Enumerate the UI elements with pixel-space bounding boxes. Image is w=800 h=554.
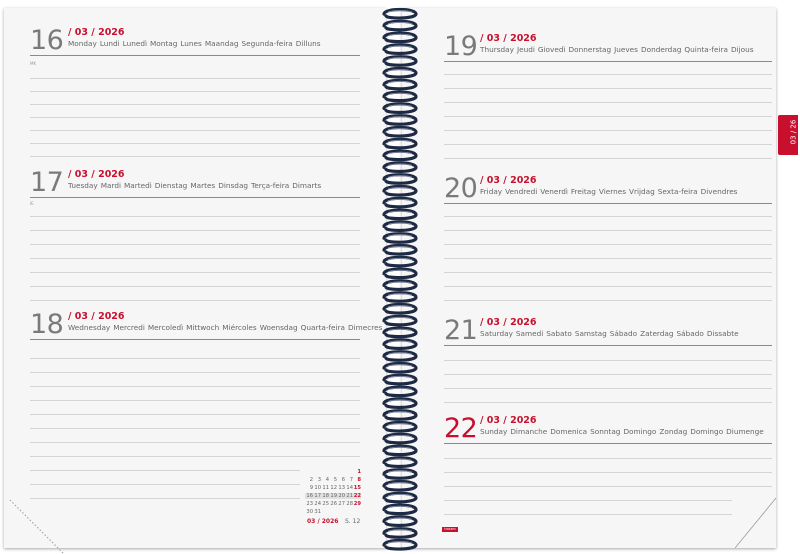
brand-logo: trocam xyxy=(442,527,458,532)
day-names: Wednesday Mercredi Mercoledì Mittwoch Miércoles Woensdag Quarta-feira Dimecres xyxy=(68,323,383,332)
day-number: 21 xyxy=(444,315,478,346)
spiral-ring-highlight xyxy=(388,34,412,36)
spiral-ring-highlight xyxy=(388,483,412,485)
spiral-ring-highlight xyxy=(388,459,412,461)
day-block-20 xyxy=(444,174,772,314)
spiral-binding xyxy=(378,4,422,552)
spiral-ring-highlight xyxy=(388,58,412,60)
spiral-ring-highlight xyxy=(388,412,412,414)
day-names: Tuesday Mardi Martedì Dienstag Martes Dinsdag Terça-feira Dimarts xyxy=(68,181,322,190)
spiral-ring-highlight xyxy=(388,424,412,426)
day-names: Sunday Dimanche Domenica Sonntag Domingo Zondag Domingo Diumenge xyxy=(480,427,764,436)
margin-label: MK xyxy=(30,61,37,66)
day-number: 16 xyxy=(30,25,64,56)
month-tab[interactable]: 03 / 26 xyxy=(778,115,798,155)
left-page xyxy=(4,8,386,548)
spiral-ring-highlight xyxy=(388,140,412,142)
day-date: / 03 / 2026 xyxy=(480,317,537,328)
day-date: / 03 / 2026 xyxy=(480,415,537,426)
spiral-ring-highlight xyxy=(388,176,412,178)
day-header-rule xyxy=(444,443,772,444)
day-header-rule xyxy=(444,345,772,346)
spiral-ring-highlight xyxy=(388,70,412,72)
spiral-ring-highlight xyxy=(388,353,412,355)
spiral-ring-highlight xyxy=(388,93,412,95)
day-number: 20 xyxy=(444,173,478,204)
spiral-ring-highlight xyxy=(388,22,412,24)
spiral-ring-highlight xyxy=(388,400,412,402)
spiral-ring-highlight xyxy=(388,530,412,532)
day-header-rule xyxy=(444,203,772,204)
day-block-21 xyxy=(444,316,772,408)
spiral-ring-highlight xyxy=(388,46,412,48)
spiral-ring-highlight xyxy=(388,317,412,319)
spiral-ring-highlight xyxy=(388,247,412,249)
spiral-ring-highlight xyxy=(388,270,412,272)
spiral-ring-highlight xyxy=(388,81,412,83)
margin-label: IE xyxy=(30,201,34,206)
spiral-ring-highlight xyxy=(388,235,412,237)
spiral-ring-highlight xyxy=(388,294,412,296)
day-names: Friday Vendredi Venerdì Freitag Viernes Vrijdag Sexta-feira Divendres xyxy=(480,187,738,196)
spiral-ring-highlight xyxy=(388,506,412,508)
mini-calendar: 1 2 3 4 5 6 7 8 9 10 11 12 13 14 15 16 17 18 19 20 21 22 23 24 25 26 27 28 29 30 31 xyxy=(306,469,361,515)
day-date: / 03 / 2026 xyxy=(480,33,537,44)
day-date: / 03 / 2026 xyxy=(480,175,537,186)
spiral-ring-highlight xyxy=(388,188,412,190)
spiral-ring-highlight xyxy=(388,105,412,107)
spiral-ring-highlight xyxy=(388,211,412,213)
spiral-ring-highlight xyxy=(388,152,412,154)
day-date: / 03 / 2026 xyxy=(68,27,125,38)
day-names: Saturday Samedi Sabato Samstag Sábado Zaterdag Sábado Dissabte xyxy=(480,329,739,338)
spiral-ring-highlight xyxy=(388,329,412,331)
spiral-ring-highlight xyxy=(388,494,412,496)
spiral-ring-highlight xyxy=(388,542,412,544)
day-block-19 xyxy=(444,32,772,172)
spiral-ring-highlight xyxy=(388,435,412,437)
day-block-22 xyxy=(444,414,772,534)
day-header-rule xyxy=(30,339,360,340)
spiral-ring-highlight xyxy=(388,11,412,13)
day-number: 18 xyxy=(30,309,64,340)
spiral-ring-highlight xyxy=(388,471,412,473)
spiral-ring-highlight xyxy=(388,376,412,378)
footer-month: 03 / 2026 xyxy=(307,518,339,525)
spiral-ring-highlight xyxy=(388,447,412,449)
spiral-ring-highlight xyxy=(388,223,412,225)
spiral-ring-highlight xyxy=(388,341,412,343)
day-header-rule xyxy=(30,197,360,198)
day-header-rule xyxy=(30,55,360,56)
page-corner-perforation xyxy=(8,498,68,554)
footer-week-number: S. 12 xyxy=(345,518,361,525)
right-page xyxy=(402,8,776,548)
day-header-rule xyxy=(444,61,772,62)
day-names: Thursday Jeudi Giovedì Donnerstag Jueves Donderdag Quinta-feira Dijous xyxy=(480,45,754,54)
spiral-ring-highlight xyxy=(388,388,412,390)
day-names: Monday Lundi Lunedì Montag Lunes Maandag Segunda-feira Dilluns xyxy=(68,39,321,48)
spiral-ring-highlight xyxy=(388,129,412,131)
spiral-ring-highlight xyxy=(388,117,412,119)
spiral-ring-highlight xyxy=(388,282,412,284)
day-block-16 xyxy=(30,26,360,166)
day-block-17 xyxy=(30,168,360,308)
day-date: / 03 / 2026 xyxy=(68,311,125,322)
spiral-ring-highlight xyxy=(388,518,412,520)
page-corner-fold xyxy=(735,498,776,548)
day-number: 17 xyxy=(30,167,64,198)
spiral-ring-highlight xyxy=(388,164,412,166)
day-date: / 03 / 2026 xyxy=(68,169,125,180)
spiral-ring-highlight xyxy=(388,258,412,260)
spiral-ring-highlight xyxy=(388,199,412,201)
spiral-ring-highlight xyxy=(388,306,412,308)
day-number: 19 xyxy=(444,31,478,62)
day-number: 22 xyxy=(444,413,478,444)
spiral-ring-highlight xyxy=(388,365,412,367)
